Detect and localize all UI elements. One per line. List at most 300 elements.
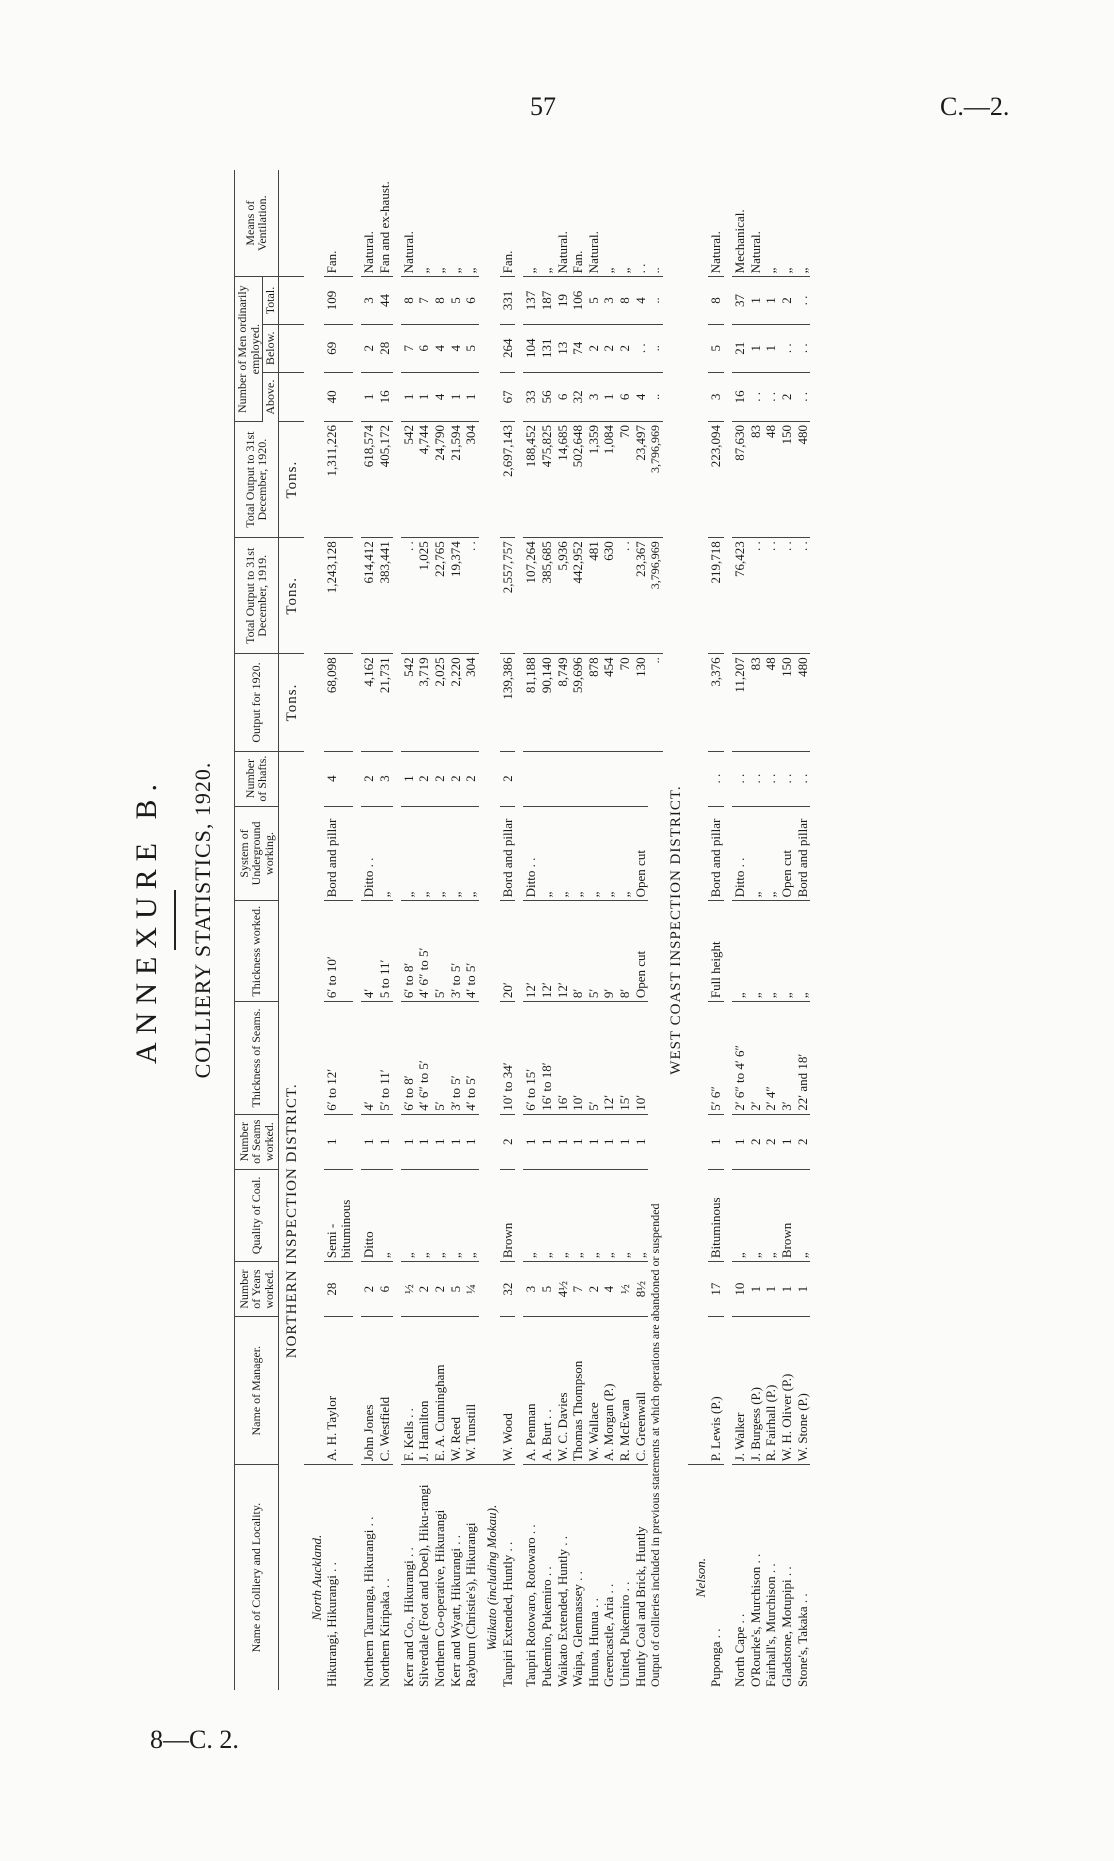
cell-output-1920: 11,207	[732, 654, 748, 751]
cell-ventilation: Fan and ex-haust.	[377, 170, 393, 277]
cell-manager: W. Stone (P.)	[795, 1317, 811, 1465]
cell-output-1920: 130	[633, 654, 649, 751]
cell-quality: Bituminous	[708, 1169, 724, 1261]
cell-system: „	[570, 806, 586, 901]
cell-shafts: 4	[324, 751, 353, 806]
cell-thickness-worked: „	[779, 901, 795, 1002]
cell-above: 2	[779, 372, 795, 421]
cell-name: United, Pukemiro . .	[617, 1581, 633, 1687]
cell-above: 1	[401, 372, 417, 421]
cell-shafts	[555, 751, 571, 806]
cell-output-1920: 542	[401, 654, 417, 751]
cell-total-1920: 23,497	[633, 422, 649, 538]
cell-below: 5	[708, 324, 724, 372]
cell-seams: 1	[633, 1114, 649, 1169]
cell-seams: 1	[779, 1114, 795, 1169]
cell-total-1919: . .	[463, 538, 479, 654]
cell-shafts: 2	[361, 751, 377, 806]
cell-seams: 1	[377, 1114, 393, 1169]
cell-shafts	[617, 751, 633, 806]
cell-name: Rayburn (Christie's), Hikurangi	[463, 1522, 479, 1687]
cell-total-1919: 19,374	[448, 538, 464, 654]
cell-system: „	[448, 806, 464, 901]
cell-ventilation: „	[779, 170, 795, 277]
cell-seams: 2	[763, 1114, 779, 1169]
col-output-1920: Output for 1920.	[235, 654, 279, 751]
cell-system: Bord and pillar	[500, 806, 516, 901]
cell-above: 40	[324, 372, 353, 421]
cell-shafts: 2	[448, 751, 464, 806]
cell-above: 4	[633, 372, 649, 421]
cell-total-1920: 1,359	[586, 422, 602, 538]
cell-total-1919: 385,685	[539, 538, 555, 654]
cell-above: 3	[708, 372, 724, 421]
table-row	[617, 170, 633, 1690]
cell-below: 1	[748, 324, 764, 372]
cell-thickness-seams: 2′ 6″ to 4′ 6″	[732, 1002, 748, 1115]
cell-system: „	[763, 806, 779, 901]
cell-total: 8	[432, 277, 448, 324]
cell-ventilation: Natural.	[401, 170, 417, 277]
col-total-1920: Total Output to 31st December, 1920.	[235, 422, 279, 538]
cell-output-1920: 48	[763, 654, 779, 751]
cell-years: 10	[732, 1262, 748, 1317]
cell-above: 16	[732, 372, 748, 421]
cell-above: 67	[500, 372, 516, 421]
district-row	[278, 170, 303, 1690]
cell-thickness-seams: 6′ to 8′	[401, 1002, 417, 1115]
cell-below: 2	[586, 324, 602, 372]
cell-output-1920: 3,719	[416, 654, 432, 751]
cell-total-1919: 614,412	[361, 538, 377, 654]
cell-total-1920: 405,172	[377, 422, 393, 538]
cell-manager: P. Lewis (P.)	[708, 1317, 724, 1465]
cell-below: 4	[448, 324, 464, 372]
cell-name: Huntly Coal and Brick, Huntly	[632, 1526, 648, 1687]
cell-below: . .	[779, 324, 795, 372]
cell-system: Bord and pillar	[708, 806, 724, 901]
cell-output-1920: 878	[586, 654, 602, 751]
cell-system: „	[416, 806, 432, 901]
table-row	[586, 170, 602, 1690]
cell-system: Ditto . .	[361, 806, 377, 901]
col-total-1919: Total Output to 31st December, 1919.	[235, 538, 279, 654]
table-row	[500, 170, 516, 1690]
cell-ventilation: Natural.	[708, 170, 724, 277]
cell-seams: 1	[361, 1114, 377, 1169]
group-row	[688, 170, 709, 1690]
cell-seams: 1	[708, 1114, 724, 1169]
col-years: Number of Years worked.	[235, 1262, 279, 1317]
cell-ventilation: Fan.	[324, 170, 353, 277]
cell-years: 1	[748, 1262, 764, 1317]
cell-seams: 1	[617, 1114, 633, 1169]
cell-years: 4	[601, 1262, 617, 1317]
cell-above: 1	[601, 372, 617, 421]
cell-seams: 1	[570, 1114, 586, 1169]
cell-output-1920: 8,749	[555, 654, 571, 751]
table-row	[601, 170, 617, 1690]
cell-total: 109	[324, 277, 353, 324]
cell-seams: 1	[586, 1114, 602, 1169]
note-output: ..	[648, 654, 663, 751]
cell-quality: „	[523, 1169, 539, 1261]
cell-total-1919: 22,765	[432, 538, 448, 654]
cell-thickness-worked: 4′ 6″ to 5′	[416, 901, 432, 1002]
cell-ventilation: „	[416, 170, 432, 277]
cell-thickness-worked: 5 to 11′	[377, 901, 393, 1002]
cell-thickness-worked: 8′	[617, 901, 633, 1002]
note-below: ..	[648, 324, 663, 372]
cell-years: 6	[377, 1262, 393, 1317]
cell-years: 4½	[555, 1262, 571, 1317]
cell-seams: 1	[555, 1114, 571, 1169]
cell-total-1920: 188,452	[523, 422, 539, 538]
cell-seams: 1	[732, 1114, 748, 1169]
cell-above: 1	[361, 372, 377, 421]
cell-manager: R. Fairhall (P.)	[763, 1317, 779, 1465]
col-thickness-worked: Thickness worked.	[235, 901, 279, 1002]
cell-shafts: 2	[500, 751, 516, 806]
cell-thickness-seams: 15′	[617, 1002, 633, 1115]
cell-manager: A. Morgan (P.)	[601, 1317, 617, 1465]
cell-years: 5	[539, 1262, 555, 1317]
cell-quality: „	[377, 1169, 393, 1261]
col-below: Below.	[263, 324, 279, 372]
cell-thickness-seams: 3′ to 5′	[448, 1002, 464, 1115]
cell-thickness-worked: 9′	[601, 901, 617, 1002]
cell-total: 331	[500, 277, 516, 324]
cell-total-1920: 223,094	[708, 422, 724, 538]
cell-years: 3	[523, 1262, 539, 1317]
cell-thickness-worked: 6′ to 10′	[324, 901, 353, 1002]
cell-thickness-seams: 3′	[779, 1002, 795, 1115]
cell-ventilation: Natural.	[586, 170, 602, 277]
cell-shafts: 1	[401, 751, 417, 806]
cell-total-1920: 24,790	[432, 422, 448, 538]
cell-system: „	[601, 806, 617, 901]
page-number: 57	[530, 92, 556, 121]
cell-quality: „	[586, 1169, 602, 1261]
cell-total-1920: 480	[795, 422, 811, 538]
cell-quality: „	[539, 1169, 555, 1261]
cell-thickness-seams: 4′ 6″ to 5′	[416, 1002, 432, 1115]
cell-below: . .	[795, 324, 811, 372]
cell-thickness-seams: 5′	[432, 1002, 448, 1115]
table-row	[416, 170, 432, 1690]
cell-ventilation: „	[539, 170, 555, 277]
cell-name: Kerr and Co., Hikurangi . .	[400, 1547, 416, 1687]
table-row	[748, 170, 764, 1690]
cell-total: 106	[570, 277, 586, 324]
district-west-coast: WEST COAST INSPECTION DISTRICT.	[667, 785, 684, 1075]
cell-below: 264	[500, 324, 516, 372]
group-waikato: Waikato (including Mokau).	[483, 1504, 499, 1651]
cell-below: 5	[463, 324, 479, 372]
cell-shafts	[539, 751, 555, 806]
cell-total-1920: 542	[401, 422, 417, 538]
cell-seams: 1	[463, 1114, 479, 1169]
cell-manager: A. Burt . .	[539, 1317, 555, 1465]
cell-ventilation: „	[432, 170, 448, 277]
cell-below: 104	[523, 324, 539, 372]
cell-output-1920: 81,188	[523, 654, 539, 751]
cell-total-1920: 150	[779, 422, 795, 538]
cell-total-1919: . .	[748, 538, 764, 654]
page-reference: C.—2.	[940, 92, 1010, 121]
cell-thickness-worked: 8′	[570, 901, 586, 1002]
cell-above: 33	[523, 372, 539, 421]
cell-above: 32	[570, 372, 586, 421]
col-thickness-seams: Thickness of Seams.	[235, 1002, 279, 1115]
cell-quality: „	[601, 1169, 617, 1261]
cell-thickness-worked: 12′	[523, 901, 539, 1002]
table-row	[361, 170, 377, 1690]
cell-years: ½	[617, 1262, 633, 1317]
cell-shafts: 3	[377, 751, 393, 806]
col-above: Above.	[263, 372, 279, 421]
cell-manager: W. Wallace	[586, 1317, 602, 1465]
cell-name: Puponga . .	[708, 1628, 724, 1687]
cell-name: Waikato Extended, Huntly . .	[554, 1536, 570, 1687]
cell-total-1920: 2,697,143	[500, 422, 516, 538]
cell-ventilation: „	[463, 170, 479, 277]
cell-name: Silverdale (Foot and Doel), Hiku-rangi	[416, 1484, 432, 1687]
cell-output-1920: 21,731	[377, 654, 393, 751]
table-row	[523, 170, 539, 1690]
cell-ventilation: Natural.	[555, 170, 571, 277]
cell-system: Ditto . .	[732, 806, 748, 901]
cell-total: 2	[779, 277, 795, 324]
cell-shafts: . .	[779, 751, 795, 806]
cell-manager: Thomas Thompson	[570, 1317, 586, 1465]
cell-system: „	[586, 806, 602, 901]
cell-seams: 1	[523, 1114, 539, 1169]
cell-shafts: . .	[732, 751, 748, 806]
cell-total: . .	[795, 277, 811, 324]
cell-thickness-seams: 2′ 4″	[763, 1002, 779, 1115]
cell-above: 6	[617, 372, 633, 421]
cell-quality: „	[463, 1169, 479, 1261]
cell-thickness-worked: 20′	[500, 901, 516, 1002]
cell-thickness-seams: 6′ to 12′	[324, 1002, 353, 1115]
cell-system: „	[432, 806, 448, 901]
cell-shafts: 2	[416, 751, 432, 806]
cell-output-1920: 3,376	[708, 654, 724, 751]
cell-below: 4	[432, 324, 448, 372]
col-system: System of Underground working.	[235, 806, 279, 901]
col-name: Name of Colliery and Locality.	[235, 1465, 279, 1690]
table-body	[278, 170, 810, 1690]
cell-manager: J. Hamilton	[416, 1317, 432, 1465]
cell-total: 5	[448, 277, 464, 324]
table-row	[570, 170, 586, 1690]
cell-years: 32	[500, 1262, 516, 1317]
cell-ventilation: Natural.	[748, 170, 764, 277]
table-row	[732, 170, 748, 1690]
cell-seams: 1	[601, 1114, 617, 1169]
cell-quality: „	[401, 1169, 417, 1261]
cell-total: 5	[586, 277, 602, 324]
cell-ventilation: „	[617, 170, 633, 277]
cell-total-1919: 23,367	[633, 538, 649, 654]
header-row	[235, 170, 263, 1690]
cell-system: „	[377, 806, 393, 901]
cell-quality: „	[732, 1169, 748, 1261]
table-row	[633, 170, 649, 1690]
table-row	[795, 170, 811, 1690]
cell-seams: 2	[795, 1114, 811, 1169]
cell-name: Stone's, Takaka . .	[794, 1593, 810, 1687]
cell-output-1920: 480	[795, 654, 811, 751]
cell-quality: „	[432, 1169, 448, 1261]
cell-quality: „	[448, 1169, 464, 1261]
cell-total-1919: 1,025	[416, 538, 432, 654]
cell-name: Hunua, Hunua . .	[585, 1598, 601, 1687]
cell-output-1920: 304	[463, 654, 479, 751]
cell-name: Northern Co-operative, Hikurangi	[432, 1509, 448, 1687]
cell-seams: 1	[401, 1114, 417, 1169]
cell-seams: 1	[539, 1114, 555, 1169]
cell-thickness-worked: 6′ to 8′	[401, 901, 417, 1002]
cell-thickness-seams: 4′ to 5′	[463, 1002, 479, 1115]
units-cell: Tons.	[278, 422, 303, 538]
cell-manager: C. Greenwall	[633, 1317, 649, 1465]
sheet-signature: 8—C. 2.	[150, 1725, 239, 1754]
district-row	[663, 170, 688, 1690]
cell-manager: A. H. Taylor	[324, 1317, 353, 1465]
note-vent: ..	[648, 170, 663, 277]
cell-shafts	[523, 751, 539, 806]
units-cell: Tons.	[278, 654, 303, 751]
cell-total: 137	[523, 277, 539, 324]
cell-below: 21	[732, 324, 748, 372]
cell-total: 1	[748, 277, 764, 324]
cell-quality: „	[748, 1169, 764, 1261]
cell-ventilation: „	[763, 170, 779, 277]
cell-total-1920: 48	[763, 422, 779, 538]
cell-years: 8½	[633, 1262, 649, 1317]
note-above: ..	[648, 372, 663, 421]
cell-below: 131	[539, 324, 555, 372]
cell-thickness-worked: Full height	[708, 901, 724, 1002]
table-row	[779, 170, 795, 1690]
cell-total-1919: 5,936	[555, 538, 571, 654]
table-row	[763, 170, 779, 1690]
units-cell: Tons.	[278, 538, 303, 654]
table-row	[708, 170, 724, 1690]
cell-thickness-worked: „	[732, 901, 748, 1002]
cell-years: 7	[570, 1262, 586, 1317]
cell-thickness-seams: 16′	[555, 1002, 571, 1115]
cell-manager: W. H. Oliver (P.)	[779, 1317, 795, 1465]
cell-years: 1	[763, 1262, 779, 1317]
cell-output-1920: 150	[779, 654, 795, 751]
cell-total-1920: 4,744	[416, 422, 432, 538]
cell-total: 4	[633, 277, 649, 324]
cell-total: 8	[708, 277, 724, 324]
cell-total-1920: 1,311,226	[324, 422, 353, 538]
cell-total: 6	[463, 277, 479, 324]
cell-manager: R. McEwan	[617, 1317, 633, 1465]
cell-quality: Brown	[779, 1169, 795, 1261]
cell-below: 7	[401, 324, 417, 372]
cell-output-1920: 83	[748, 654, 764, 751]
cell-thickness-worked: „	[763, 901, 779, 1002]
cell-shafts: 2	[432, 751, 448, 806]
table-row	[401, 170, 417, 1690]
cell-seams: 2	[748, 1114, 764, 1169]
cell-below: 2	[361, 324, 377, 372]
group-row	[479, 170, 500, 1690]
cell-total-1920: 14,685	[555, 422, 571, 538]
cell-seams: 1	[432, 1114, 448, 1169]
cell-quality: „	[763, 1169, 779, 1261]
cell-thickness-worked: 12′	[555, 901, 571, 1002]
cell-shafts: 2	[463, 751, 479, 806]
cell-output-1920: 70	[617, 654, 633, 751]
cell-total-1919: 481	[586, 538, 602, 654]
cell-ventilation: Fan.	[570, 170, 586, 277]
cell-years: 28	[324, 1262, 353, 1317]
cell-name: Taupiri Extended, Huntly . .	[499, 1541, 515, 1687]
cell-above: 1	[463, 372, 479, 421]
cell-quality: Ditto	[361, 1169, 377, 1261]
cell-years: ½	[401, 1262, 417, 1317]
cell-years: 2	[432, 1262, 448, 1317]
cell-output-1920: 90,140	[539, 654, 555, 751]
cell-total-1920: 70	[617, 422, 633, 538]
cell-ventilation: „	[601, 170, 617, 277]
table-row	[539, 170, 555, 1690]
cell-total-1920: 21,594	[448, 422, 464, 538]
col-total: Total.	[263, 277, 279, 324]
cell-above: 56	[539, 372, 555, 421]
cell-manager: W. C. Davies	[555, 1317, 571, 1465]
cell-name: Greencastle, Aria . .	[601, 1583, 617, 1687]
cell-total-1919: . .	[795, 538, 811, 654]
cell-shafts: . .	[795, 751, 811, 806]
annexure-title: ANNEXURE B.	[130, 776, 163, 1064]
cell-manager: E. A. Cunningham	[432, 1317, 448, 1465]
cell-years: 2	[586, 1262, 602, 1317]
cell-name: Pukemiro, Pukemiro . .	[538, 1566, 554, 1687]
cell-below: . .	[633, 324, 649, 372]
cell-name: Kerr and Wyatt, Hikurangi . .	[447, 1534, 463, 1687]
rotated-table-sheet	[130, 150, 1030, 1690]
cell-output-1920: 139,386	[500, 654, 516, 751]
cell-output-1920: 4,162	[361, 654, 377, 751]
cell-thickness-seams: 16′ to 18′	[539, 1002, 555, 1115]
cell-total-1920: 87,630	[732, 422, 748, 538]
cell-total-1920: 1,084	[601, 422, 617, 538]
district-northern: NORTHERN INSPECTION DISTRICT.	[283, 1083, 300, 1359]
cell-years: 2	[416, 1262, 432, 1317]
note-total-1920: 3,796,969	[648, 422, 663, 538]
cell-thickness-worked: „	[748, 901, 764, 1002]
cell-output-1920: 68,098	[324, 654, 353, 751]
cell-name: Taupiri Rotowaro, Rotowaro . .	[523, 1524, 539, 1687]
cell-manager: C. Westfield	[377, 1317, 393, 1465]
cell-thickness-seams: 5′ to 11′	[377, 1002, 393, 1115]
cell-total: 187	[539, 277, 555, 324]
cell-manager: John Jones	[361, 1317, 377, 1465]
cell-ventilation: „	[448, 170, 464, 277]
cell-below: 1	[763, 324, 779, 372]
table-row	[463, 170, 479, 1690]
note-total: ..	[648, 277, 663, 324]
cell-shafts: . .	[763, 751, 779, 806]
